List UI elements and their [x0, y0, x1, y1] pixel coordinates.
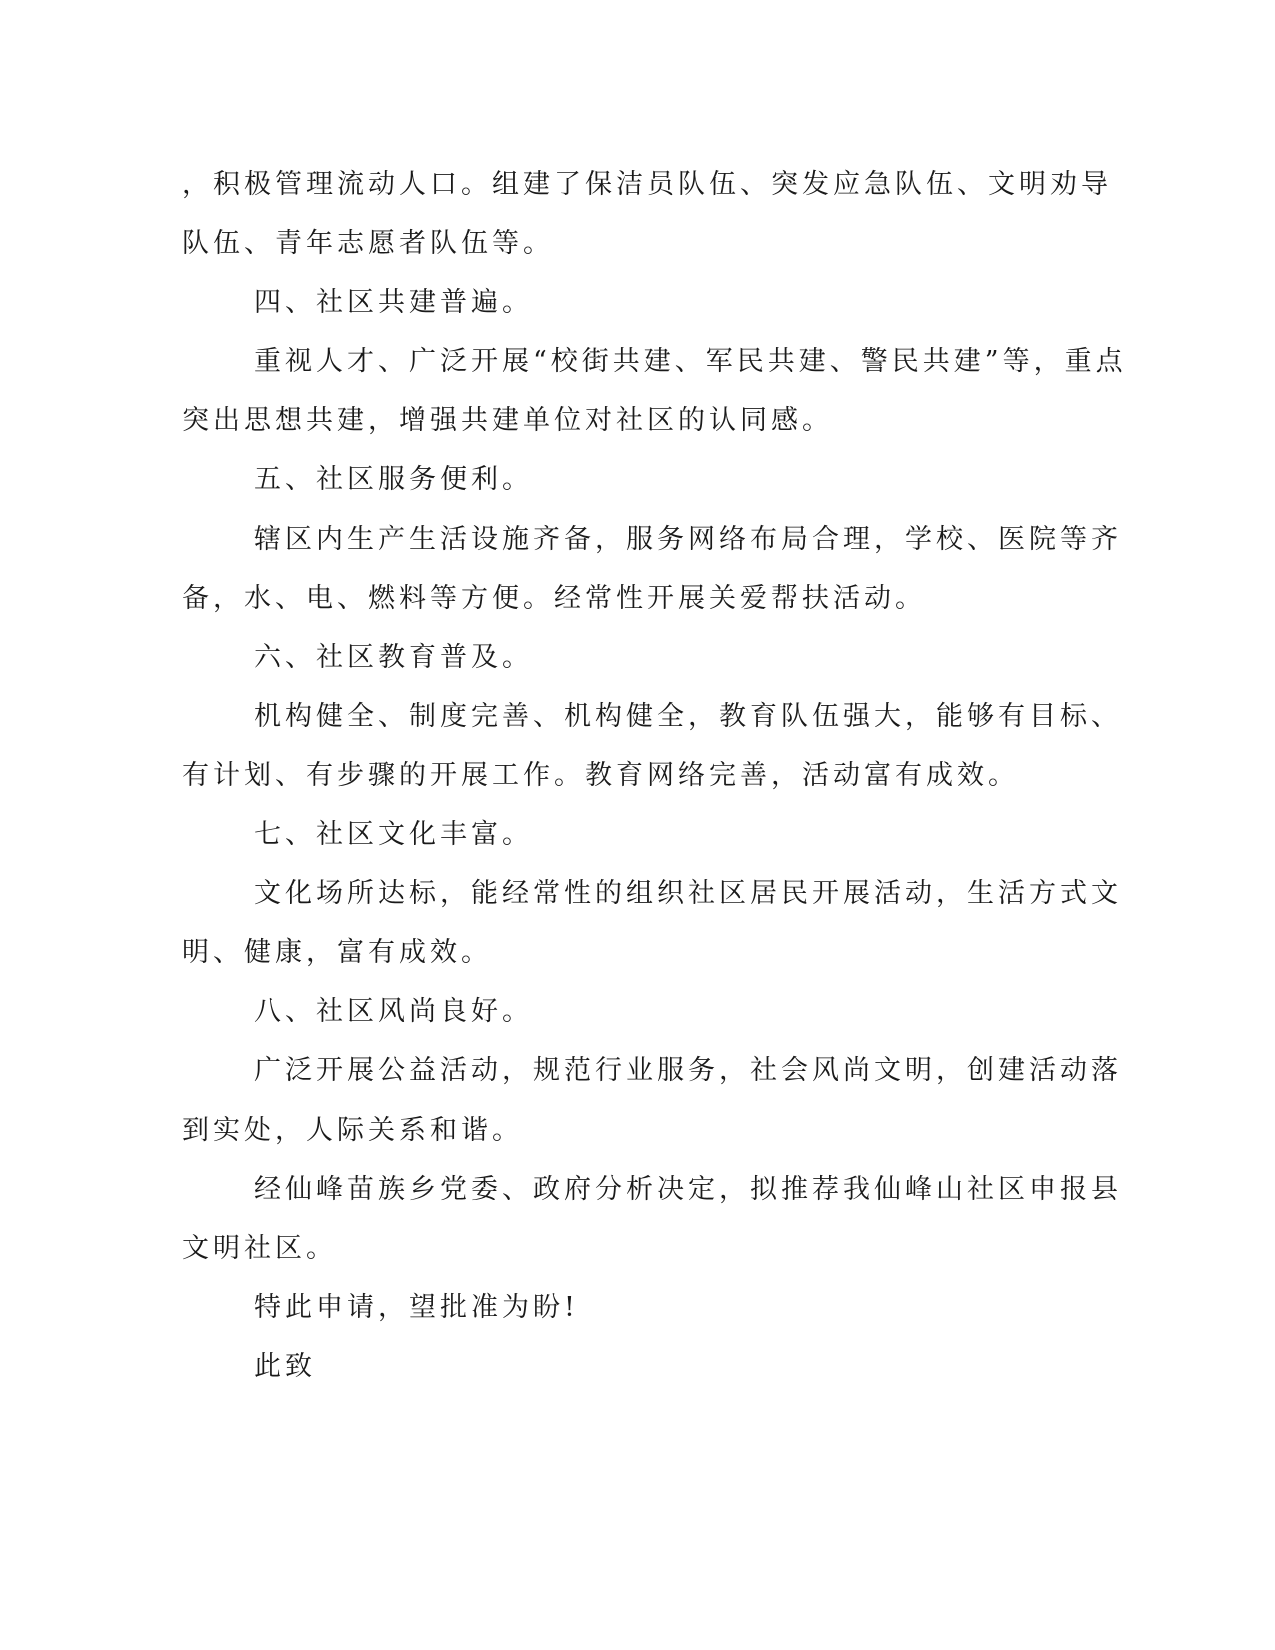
text-line: 四、社区共建普遍。 [254, 287, 533, 319]
text-line: 突出思想共建，增强共建单位对社区的认同感。 [182, 405, 833, 437]
text-line: 备，水、电、燃料等方便。经常性开展关爱帮扶活动。 [182, 582, 926, 614]
text-line: 队伍、青年志愿者队伍等。 [182, 228, 554, 260]
text-line: 文明社区。 [182, 1232, 337, 1264]
text-line: 七、社区文化丰富。 [254, 819, 533, 851]
text-line: 经仙峰苗族乡党委、政府分析决定，拟推荐我仙峰山社区申报县 [254, 1173, 1122, 1205]
text-line: 有计划、有步骤的开展工作。教育网络完善，活动富有成效。 [182, 759, 1019, 791]
text-line: ，积极管理流动人口。组建了保洁员队伍、突发应急队伍、文明劝导 [182, 169, 1112, 200]
text-line: 此致 [254, 1350, 316, 1382]
text-line: 五、社区服务便利。 [254, 464, 533, 496]
text-line: 机构健全、制度完善、机构健全，教育队伍强大，能够有目标、 [254, 700, 1122, 732]
text-line: 文化场所达标，能经常性的组织社区居民开展活动，生活方式文 [254, 878, 1122, 910]
text-line: 广泛开展公益活动，规范行业服务，社会风尚文明，创建活动落 [254, 1055, 1122, 1087]
text-line: 明、健康，富有成效。 [182, 937, 492, 969]
text-line: 辖区内生产生活设施齐备，服务网络布局合理，学校、医院等齐 [254, 523, 1122, 555]
text-line: 特此申请，望批准为盼! [254, 1291, 579, 1323]
document-body [182, 155, 1127, 1396]
text-line: 八、社区风尚良好。 [254, 996, 533, 1028]
text-line: 到实处，人际关系和谐。 [182, 1114, 523, 1146]
text-line: 六、社区教育普及。 [254, 641, 533, 673]
text-line: 重视人才、广泛开展“校街共建、军民共建、警民共建”等，重点 [254, 346, 1127, 378]
